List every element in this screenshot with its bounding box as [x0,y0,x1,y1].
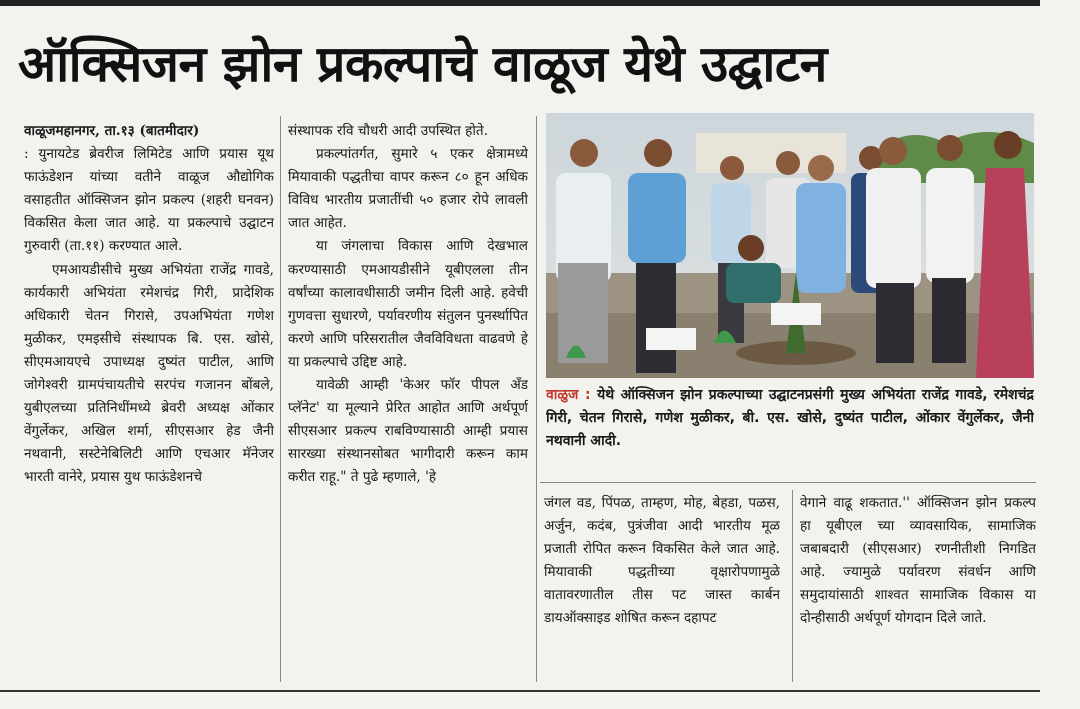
caption-text: येथे ऑक्सिजन झोन प्रकल्पाच्या उद्घाटनप्रसंगी मुख्य अभियंता राजेंद्र गावडे, रमेशचंद्र गिरी, चेतन गिरासे, गणेश मुळीकर, बी. एस. खोसे, दुष्यंत पाटील, ओंकार वेंगुर्लेकर, जैनी नथवानी आदी. [546,387,1034,449]
article-paragraph: : युनायटेड ब्रेवरीज लिमिटेड आणि प्रयास यूथ फाऊंडेशन यांच्या वतीने वाळूज औद्योगिक वसाहतीत ऑक्सिजन झोन प्रकल्प (शहरी घनवन) विकसित केला जात आहे. या प्रकल्पाचे उद्घाटन गुरुवारी (ता.११) करण्यात आले. [24,146,274,255]
article-column-4 [800,492,1036,682]
article-paragraph: प्रकल्पांतर्गत, सुमारे ५ एकर क्षेत्रामध्ये मियावाकी पद्धतीचा वापर करून ८० हून अधिक विविध भारतीय प्रजातींची ५० हजार रोपे लावली जात आहेत. [288,146,528,232]
article-paragraph: जंगल वड, पिंपळ, ताम्हण, मोह, बेहडा, पळस, अर्जुन, कदंब, पुत्रंजीवा आदी भारतीय मूळ प्रजाती रोपित करून विकसित केले जात आहे. मियावाकी पद्धतीच्या वृक्षारोपणामुळे वातावरणातील तीस पट जास्त कार्बन डायऑक्साइड शोषित करून दहापट [544,495,780,627]
column-divider [792,490,793,682]
bottom-border [0,690,1040,692]
article-paragraph: संस्थापक रवि चौधरी आदी उपस्थित होते. [288,123,488,139]
headline: ऑक्सिजन झोन प्रकल्पाचे वाळूज येथे उद्घाटन [18,35,827,93]
dateline: वाळूजमहानगर, ता.१३ (बातमीदार) [24,123,200,139]
article-paragraph: वेगाने वाढू शकतात.'' ऑक्सिजन झोन प्रकल्प हा यूबीएल च्या व्यावसायिक, सामाजिक जबाबदारी (सीएसआर) रणनीतीशी निगडित आहे. ज्यामुळे पर्यावरण संवर्धन आणि समुदायांसाठी शाश्वत सामाजिक विकास या दोन्हीसाठी अर्थपूर्ण योगदान दिले जाते. [800,495,1036,627]
column-divider [280,116,281,682]
caption-location: वाळुज : [546,387,591,403]
top-border [0,0,1040,6]
article-column-3 [544,492,780,682]
article-column-1 [24,120,274,680]
section-divider [540,482,1036,483]
column-divider [536,116,537,682]
article-paragraph: एमआयडीसीचे मुख्य अभियंता राजेंद्र गावडे, कार्यकारी अभियंता रमेशचंद्र गिरी, प्रादेशिक अधिकारी चेतन गिरासे, उपअभियंता गणेश मुळीकर, एमइसीचे संस्थापक बि. एस. खोसे, सीएमआयएचे उपाध्यक्ष दुष्यंत पाटील, आणि जोगेश्वरी ग्रामपंचायतीचे सरपंच गजानन बोंबले, युबीएलच्या प्रतिनिधींमध्ये ब्रेवरी अध्यक्ष ओंकार वेंगुर्लेकर, अखिल शर्मा, सीएसआर हेड जैनी नथवानी, सस्टेनेबिलिटी आणि एचआर मॅनेजर भारती वानेरे, प्रयास युथ फाऊंडेशनचे [24,261,274,486]
article-paragraph: या जंगलाचा विकास आणि देखभाल करण्यासाठी एमआयडीसीने यूबीएलला तीन वर्षांच्या कालावधीसाठी जमीन दिली आहे. हवेची गुणवत्ता सुधारणे, पर्यावरणीय संतुलन पुनर्स्थापित करणे आणि परिसरातील जैवविविधता वाढवणे हे या प्रकल्पाचे उद्दिष्ट आहे. [288,238,528,370]
article-paragraph: यावेळी आम्ही 'केअर फॉर पीपल अँड प्लॅनेट' या मूल्याने प्रेरित आहोत आणि अर्थपूर्ण सीएसआर प्रकल्प राबविण्यासाठी आम्ही प्रयास सारख्या संस्थानसोबत भागीदारी करून काम करीत राहू." ते पुढे म्हणाले, 'हे [288,377,528,486]
article-column-2 [288,120,528,680]
photo-caption [546,384,1034,476]
news-photo [546,113,1034,378]
photo-illustration [546,113,1034,378]
